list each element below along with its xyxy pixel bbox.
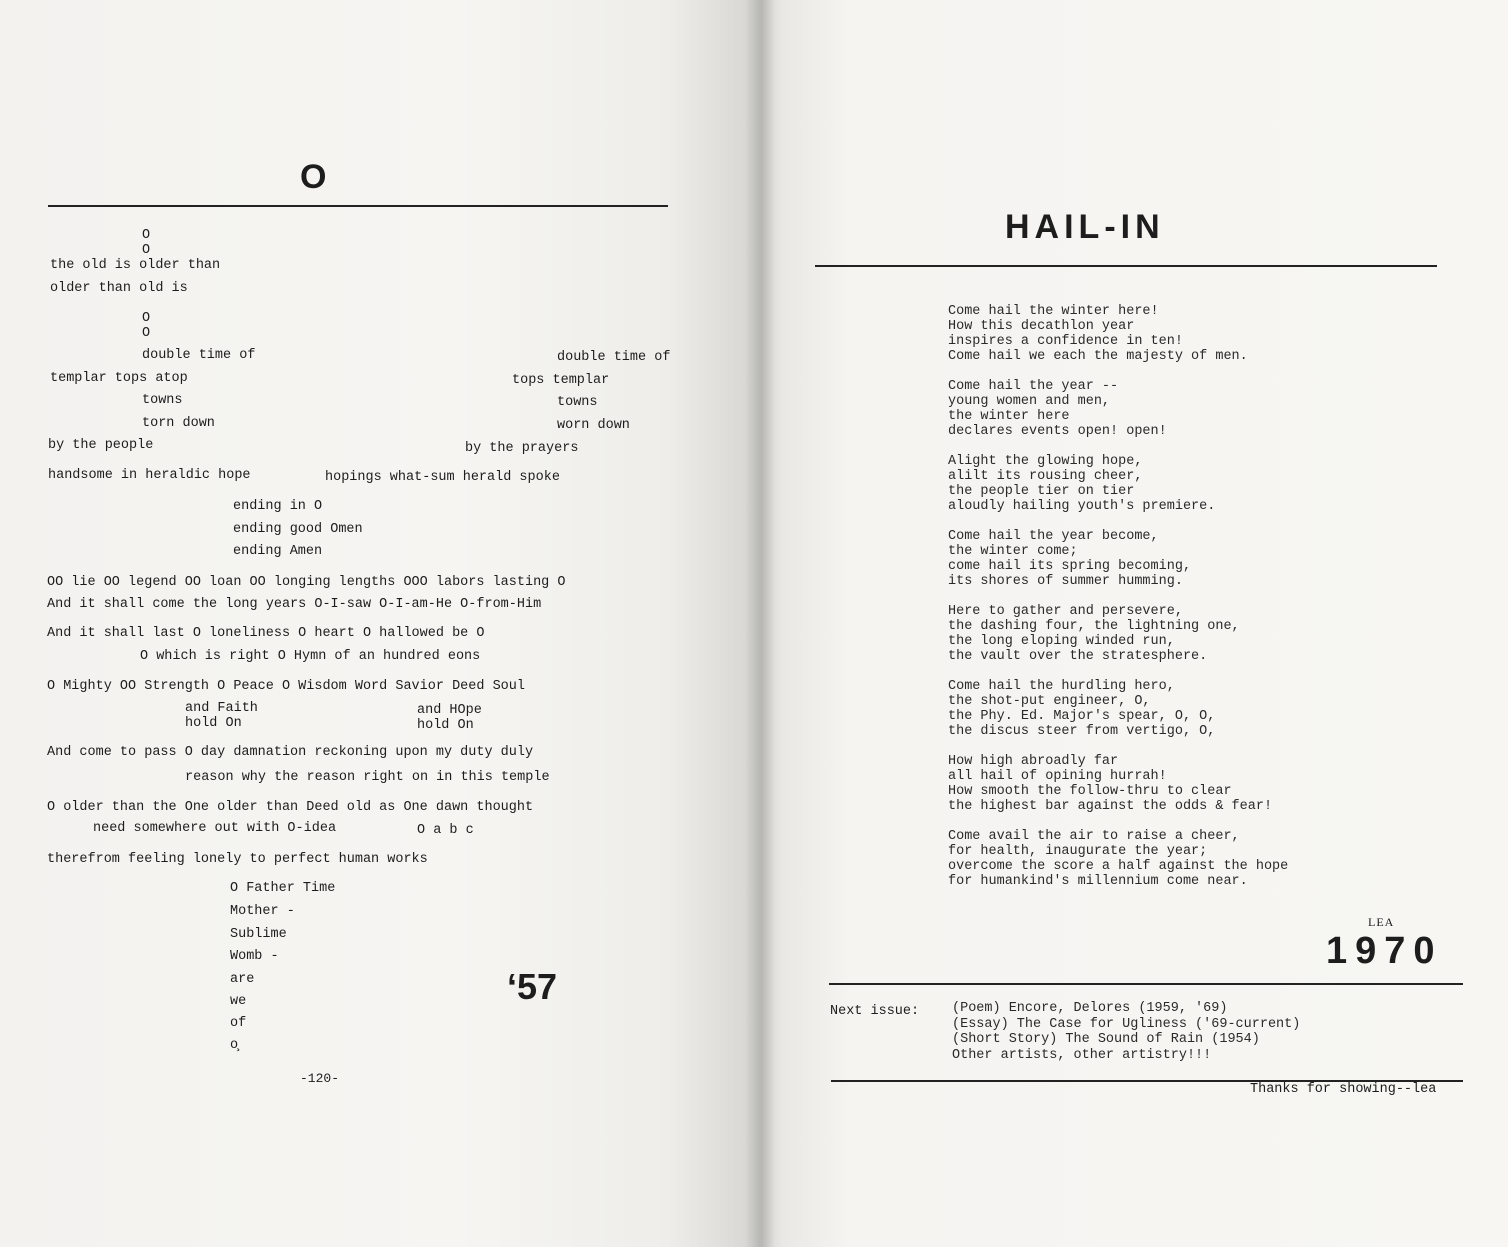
- poem-line: torn down: [142, 416, 215, 431]
- heading-rule: [48, 205, 668, 207]
- poem-line: templar tops atop: [50, 371, 188, 386]
- page-number: -120-: [300, 1071, 340, 1086]
- poem-line: the people tier on tier: [948, 484, 1135, 499]
- poem-line: of: [230, 1016, 247, 1031]
- poem-line: O: [142, 311, 151, 326]
- poem-line: we: [230, 994, 247, 1009]
- stanza: [948, 529, 1288, 589]
- poem-line: Sublime: [230, 927, 287, 942]
- poem-line: declares events open! open!: [948, 424, 1167, 439]
- poem-line: Come hail the winter here!: [948, 304, 1159, 319]
- poem-line: And it shall come the long years O-I-saw O-I-am-He O-from-Him: [47, 597, 542, 612]
- stanza: [948, 454, 1288, 514]
- poem-line: How high abroadly far: [948, 754, 1119, 769]
- title-rule: [815, 265, 1437, 267]
- poem-line: need somewhere out with O-idea: [93, 821, 337, 836]
- next-issue-item: (Essay) The Case for Ugliness ('69-current): [952, 1016, 1301, 1032]
- poem-line: come hail its spring becoming,: [948, 559, 1192, 574]
- poem-line: young women and men,: [948, 394, 1111, 409]
- next-issue-list: [952, 1001, 1300, 1063]
- poem-line: How smooth the follow-thru to clear: [948, 784, 1232, 799]
- poem-line: by the prayers: [465, 441, 579, 456]
- poem-line: the discus steer from vertigo, O,: [948, 724, 1216, 739]
- closing-note: Thanks for showing--lea: [1250, 1082, 1437, 1097]
- poem-line: and HOpe: [417, 703, 482, 718]
- next-issue-item: (Short Story) The Sound of Rain (1954): [952, 1032, 1260, 1047]
- poem-line: the old is older than: [50, 258, 221, 273]
- poem-line: Come avail the air to raise a cheer,: [948, 829, 1240, 844]
- divider-rule: [829, 983, 1463, 985]
- next-issue-item: Other artists, other artistry!!!: [952, 1047, 1212, 1063]
- poem-line: Womb -: [230, 949, 279, 964]
- poem-line: alilt its rousing cheer,: [948, 469, 1143, 484]
- hail-in-poem: [948, 304, 1288, 904]
- poem-line: the winter come;: [948, 544, 1078, 559]
- poem-line: double time of: [142, 348, 256, 363]
- poem-line: towns: [557, 395, 598, 410]
- book-gutter: [745, 0, 775, 1247]
- poem-line: Here to gather and persevere,: [948, 604, 1183, 619]
- poem-line: aloudly hailing youth's premiere.: [948, 499, 1216, 514]
- poem-line: worn down: [557, 418, 630, 433]
- poem-line: OO lie OO legend OO loan OO longing lengths OOO labors lasting O: [47, 575, 566, 590]
- author-signature: LEA: [1368, 915, 1395, 929]
- left-page-heading: O: [300, 158, 327, 196]
- poem-line: for health, inaugurate the year;: [948, 844, 1208, 859]
- poem-line: O Father Time: [230, 881, 336, 896]
- poem-line: And come to pass O day damnation reckoning upon my duty duly: [47, 745, 534, 760]
- poem-line: And it shall last O loneliness O heart O hallowed be O: [47, 626, 485, 641]
- next-issue-item: (Poem) Encore, Delores (1959, '69): [952, 1001, 1228, 1016]
- poem-line: O a b c: [417, 823, 474, 838]
- stanza: [948, 754, 1288, 814]
- poem-line: O: [142, 326, 151, 341]
- poem-line: O: [142, 228, 151, 243]
- poem-line: and Faith: [185, 701, 258, 716]
- poem-line: hold On: [417, 718, 474, 733]
- poem-line: tops templar: [512, 373, 610, 388]
- poem-line: Come hail the year --: [948, 379, 1119, 394]
- poem-line: the dashing four, the lightning one,: [948, 619, 1240, 634]
- poem-line: older than old is: [50, 281, 188, 296]
- poem-line: ending in O: [233, 499, 323, 514]
- poem-line: O which is right O Hymn of an hundred eons: [140, 649, 481, 664]
- poem-line: the vault over the stratesphere.: [948, 649, 1208, 664]
- poem-title: HAIL-IN: [1005, 208, 1165, 246]
- poem-line: Come hail the year become,: [948, 529, 1159, 544]
- poem-line: ending good Omen: [233, 522, 363, 537]
- poem-line: Come hail the hurdling hero,: [948, 679, 1175, 694]
- right-page-year: 1970: [1326, 930, 1443, 972]
- poem-line: How this decathlon year: [948, 319, 1135, 334]
- poem-line: reason why the reason right on in this temple: [185, 770, 550, 785]
- poem-line: handsome in heraldic hope: [48, 468, 251, 483]
- poem-line: towns: [142, 393, 183, 408]
- poem-line: Come hail we each the majesty of men.: [948, 349, 1248, 364]
- poem-line: O Mighty OO Strength O Peace O Wisdom Word Savior Deed Soul: [47, 679, 525, 694]
- poem-line: hold On: [185, 716, 242, 731]
- poem-line: Mother -: [230, 904, 295, 919]
- poem-line: double time of: [557, 350, 671, 365]
- poem-line: therefrom feeling lonely to perfect human works: [47, 852, 428, 867]
- stanza: [948, 379, 1288, 439]
- poem-line: all hail of opining hurrah!: [948, 769, 1167, 784]
- poem-line: overcome the score a half against the hope: [948, 859, 1289, 874]
- poem-line: by the people: [48, 438, 154, 453]
- poem-line: o̧: [230, 1038, 239, 1053]
- stanza: [948, 829, 1288, 889]
- poem-line: ending Amen: [233, 544, 323, 559]
- poem-line: its shores of summer humming.: [948, 574, 1183, 589]
- poem-line: the long eloping winded run,: [948, 634, 1175, 649]
- poem-line: the highest bar against the odds & fear!: [948, 799, 1273, 814]
- poem-line: O: [142, 243, 151, 258]
- next-issue-label: Next issue:: [830, 1004, 920, 1019]
- stanza: [948, 679, 1288, 739]
- poem-line: the shot-put engineer, O,: [948, 694, 1151, 709]
- poem-line: the Phy. Ed. Major's spear, O, O,: [948, 709, 1216, 724]
- poem-line: O older than the One older than Deed old as One dawn thought: [47, 800, 534, 815]
- stanza: [948, 304, 1288, 364]
- poem-line: for humankind's millennium come near.: [948, 874, 1248, 889]
- poem-line: the winter here: [948, 409, 1070, 424]
- poem-line: Alight the glowing hope,: [948, 454, 1143, 469]
- poem-line: are: [230, 972, 255, 987]
- left-page-year: ‘57: [507, 966, 558, 1007]
- poem-line: inspires a confidence in ten!: [948, 334, 1183, 349]
- stanza: [948, 604, 1288, 664]
- poem-line: hopings what-sum herald spoke: [325, 470, 560, 485]
